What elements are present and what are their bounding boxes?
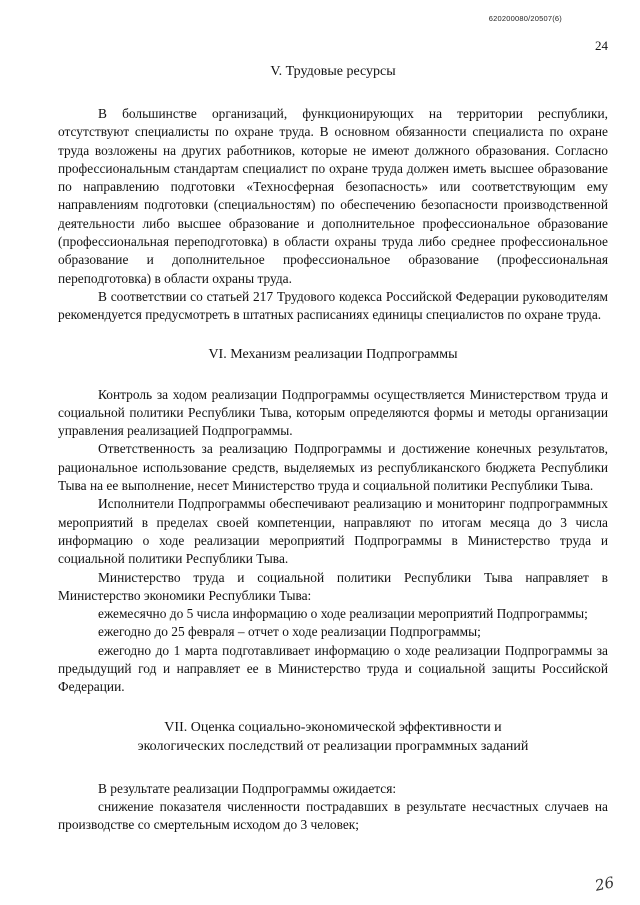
paragraph: снижение показателя численности пострадавших в результате несчастных случаев на производстве со смертельным исходом до 3 человек; — [58, 798, 608, 833]
section-implementation-mechanism — [58, 345, 608, 697]
paragraph: ежегодно до 1 марта подготавливает информацию о ходе реализации Подпрограммы за предыдущий год и направляет ее в Министерство труда и социальной защиты Российской Федерации. — [58, 642, 608, 695]
paragraph: В большинстве организаций, функционирующих на территории республики, отсутствуют специалисты по охране труда. В основном обязанности специалиста по охране труда возложены на других работников, которые не имеют должного образования. Согласно профессиональным стандартам специалист по охране труда должен иметь высшее образование по направлению подготовки «Техносферная безопасность» или соответствующим ему направлениям подготовки (специальностям) по обеспечению безопасности производственной деятельности либо высшее образование и дополнительное профессиональное образование (профессиональная переподготовка) в области охраны труда либо среднее профессиональное образование и дополнительное профессиональное образование (профессиональная переподготовка) в области охраны труда. — [58, 106, 608, 286]
section-title: V. Трудовые ресурсы — [270, 64, 396, 79]
paragraph: В соответствии со статьей 217 Трудового кодекса Российской Федерации руководителям рекомендуется предусмотреть в штатных расписаниях единицы специалистов по охране труда. — [58, 288, 608, 323]
paragraph: Министерство труда и социальной политики Республики Тыва направляет в Министерство экономики Республики Тыва: — [58, 569, 608, 603]
handwritten-page-mark: 26 — [593, 873, 616, 895]
paragraph: ежегодно до 25 февраля – отчет о ходе реализации Подпрограммы; — [98, 624, 481, 640]
section-title — [58, 718, 608, 756]
paragraph: Контроль за ходом реализации Подпрограммы осуществляется Министерством труда и социальной политики Республики Тыва, которым определяются формы и методы организации управления реализацией Подпрограммы. — [58, 386, 608, 439]
paragraph: ежемесячно до 5 числа информацию о ходе реализации мероприятий Подпрограммы; — [98, 606, 588, 622]
section-effectiveness-assessment — [58, 718, 608, 835]
document-code: 620200080/20507(6) — [488, 14, 562, 23]
paragraph: Ответственность за реализацию Подпрограммы и достижение конечных результатов, рациональное использование средств, выделяемых из республиканского бюджета Республики Тыва на ее выполнение, несет Министерство труда и социальной политики Республики Тыва. — [58, 441, 608, 494]
document-body — [58, 62, 608, 835]
paragraph: В результате реализации Подпрограммы ожидается: — [98, 780, 397, 796]
section-title-line: экологических последствий от реализации программных заданий — [137, 738, 529, 754]
paragraph: Исполнители Подпрограммы обеспечивают реализацию и мониторинг подпрограммных мероприятий в пределах своей компетенции, направляют по итогам месяца до 3 числа информацию о ходе реализации мероприятий Подпрограммы в Министерство труда и социальной политики Республики Тыва. — [58, 496, 608, 567]
section-title-line: VII. Оценка социально-экономической эффективности и — [164, 719, 502, 735]
section-title: VI. Механизм реализации Подпрограммы — [208, 346, 458, 362]
section-labor-resources — [58, 62, 608, 325]
page-number: 24 — [595, 38, 608, 53]
